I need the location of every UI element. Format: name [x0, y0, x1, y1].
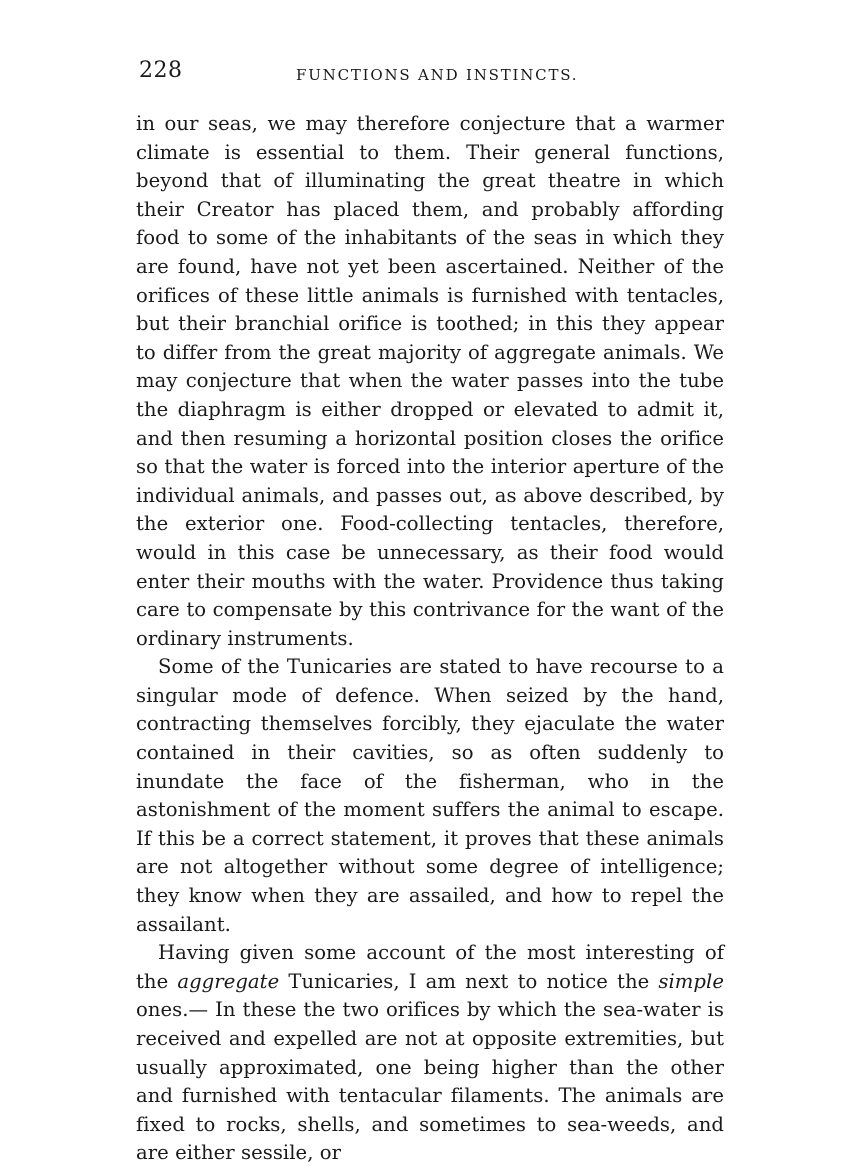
- paragraph-3-part-2: Tunicaries, I am next to notice the: [279, 969, 659, 993]
- running-title: FUNCTIONS AND INSTINCTS.: [296, 66, 579, 84]
- paragraph-2: Some of the Tunicaries are stated to have recourse to a singular mode of defence. When seized by the hand, contracting themselves forcibly, they ejaculate the water contained in their cavities, so as often suddenly to inundate the face of the fisherman, who in the astonishment of the moment suffers the animal to escape. If this be a correct statement, it proves that these animals are not altogether without some degree of intelligence; they know when they are assailed, and how to repel the assailant.: [136, 655, 724, 936]
- italic-simple: simple: [658, 969, 724, 993]
- paragraph-3: [136, 939, 724, 1168]
- page-number: 228: [139, 58, 183, 83]
- italic-aggregate: aggregate: [177, 969, 280, 993]
- paragraph-3-part-1: Having given some account of the most interesting of the: [136, 941, 724, 993]
- paragraph-1: in our seas, we may therefore conjecture that a warmer climate is essential to them. Their general functions, beyond that of illuminating the great theatre in which their Creator has placed them, and probably affording food to some of the inhabitants of the seas in which they are found, have not yet been ascertained. Neither of the orifices of these little animals is furnished with tentacles, but their branchial orifice is toothed; in this they appear to differ from the great majority of aggregate animals. We may conjecture that when the water passes into the tube the diaphragm is either dropped or elevated to admit it, and then resuming a horizontal position closes the orifice so that the water is forced into the interior aperture of the individual animals, and passes out, as above described, by the exterior one. Food-collecting tentacles, therefore, would in this case be unnecessary, as their food would enter their mouths with the water. Providence thus taking care to compensate by this contrivance for the want of the ordinary instruments.: [136, 112, 724, 650]
- book-page: [136, 58, 724, 1168]
- body-text: [136, 110, 724, 1168]
- paragraph-3-part-3: ones.— In these the two orifices by which the sea-water is received and expelled are not at opposite extremities, but usually approximated, one being higher than the other and furnished with tentacular filaments. The animals are fixed to rocks, shells, and sometimes to sea-weeds, and are either sessile, or: [136, 998, 724, 1165]
- running-head: [136, 58, 724, 88]
